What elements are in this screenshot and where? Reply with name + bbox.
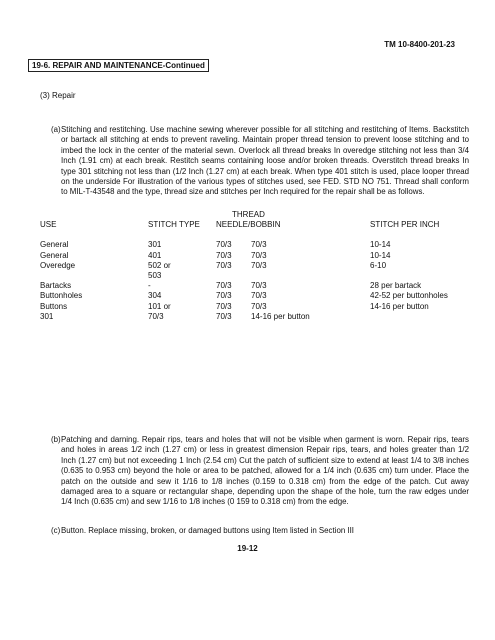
paragraph-patching <box>51 435 469 508</box>
table-cell-bobbin: 70/3 <box>251 281 267 291</box>
table-cell-needle: 70/3 <box>216 311 232 321</box>
col-header-stitch-per-inch: STITCH PER INCH <box>370 220 440 230</box>
table-cell-spi: 14-16 per button <box>370 301 429 311</box>
table-cell-spi: 28 per bartack <box>370 281 422 291</box>
table-cell-use: General <box>40 240 69 250</box>
paragraph-button <box>51 526 469 536</box>
paragraph-label: (c) <box>51 526 61 535</box>
page-number: 19-12 <box>237 544 258 553</box>
document-id: TM 10-8400-201-23 <box>384 40 455 49</box>
table-cell-use: 301 <box>40 311 54 321</box>
table-cell-use: Bartacks <box>40 281 72 291</box>
table-row <box>40 291 470 301</box>
table-cell-type: 503 <box>148 270 162 280</box>
repair-heading: (3) Repair <box>40 91 76 100</box>
table-cell-type: 101 or <box>148 301 171 311</box>
table-body <box>40 240 470 322</box>
table-cell-spi: 42-52 per buttonholes <box>370 291 448 301</box>
table-cell-use: Buttons <box>40 301 68 311</box>
table-cell-spi: 6-10 <box>370 260 387 270</box>
table-cell-type: 502 or <box>148 260 171 270</box>
thread-header: THREAD <box>232 210 265 219</box>
table-cell-needle: 70/3 <box>216 240 232 250</box>
table-cell-use: Buttonholes <box>40 291 83 301</box>
table-cell-bobbin: 70/3 <box>251 301 267 311</box>
table-row <box>40 240 470 250</box>
table-row <box>40 281 470 291</box>
table-cell-bobbin: 14-16 per button <box>251 311 310 321</box>
section-title: 19-6. REPAIR AND MAINTENANCE-Continued <box>28 59 209 72</box>
table-cell-bobbin: 70/3 <box>251 260 267 270</box>
table-cell-type: 70/3 <box>148 311 164 321</box>
table-cell-use: Overedge <box>40 260 76 270</box>
table-cell-use: General <box>40 250 69 260</box>
table-cell-needle: 70/3 <box>216 301 232 311</box>
paragraph-label: (b) <box>51 435 61 444</box>
table-cell-type: 304 <box>148 291 162 301</box>
table-header-row-2 <box>40 220 470 230</box>
paragraph-text: Patching and darning. Repair rips, tears and holes that will not be visible when garment is worn. Repair rips, tears and holes in areas 1/2 inch (1.27 cm) or less in greatest dimension Repair rips, tears, and holes greater than 1/2 Inch (1.27 cm) but not exceeding 1 Inch (2.54 cm) Cut the patch of sufficient size to extend at least 1/4 to 3/8 inches (0.635 to 0.953 cm) beyond the hole or area to be patched, allowed for a 1/4 inch (0.635 cm) turn under. Place the patch on the outside and sew it 1/16 to 1/8 inches (0.159 to 0.318 cm) from the edge of the patch. Cut away damaged area to a square or rectangular shape, depending upon the shape of the hole, turn the raw edges under 1/4 Inch (0.635 cm) and sew 1/16 to 1/8 inches (0 159 to 0.318 cm) from the edge. <box>61 435 469 507</box>
table-cell-spi: 10-14 <box>370 240 391 250</box>
table-cell-type: 301 <box>148 240 162 250</box>
table-cell-bobbin: 70/3 <box>251 250 267 260</box>
table-cell-spi: 10-14 <box>370 250 391 260</box>
col-header-use: USE <box>40 220 57 230</box>
thread-table <box>40 210 470 322</box>
table-row <box>40 312 470 322</box>
table-cell-needle: 70/3 <box>216 291 232 301</box>
table-row <box>40 261 470 271</box>
paragraph-stitching <box>51 125 469 198</box>
table-header-row-1 <box>40 210 470 220</box>
table-cell-needle: 70/3 <box>216 260 232 270</box>
table-cell-bobbin: 70/3 <box>251 240 267 250</box>
table-cell-type: - <box>148 281 151 291</box>
col-header-stitch-type: STITCH TYPE <box>148 220 200 230</box>
table-cell-needle: 70/3 <box>216 250 232 260</box>
table-row <box>40 251 470 261</box>
table-row <box>40 271 470 281</box>
paragraph-text: Button. Replace missing, broken, or damaged buttons using Item listed in Section III <box>61 526 354 535</box>
table-cell-type: 401 <box>148 250 162 260</box>
table-cell-bobbin: 70/3 <box>251 291 267 301</box>
table-cell-needle: 70/3 <box>216 281 232 291</box>
paragraph-text: Stitching and restitching. Use machine sewing wherever possible for all stitching and restitching of Items. Backstitch or bartack all stitching at ends to prevent raveling. Maintain proper thread tension to prevent loose stitching and to imbed the lock in the center of the material sewn. Overlock all thread breaks In overedge stitching not less than 3/4 Inch (1.91 cm) at each break. Restitch seams containing loose and/or broken threads. Overstitch thread breaks In type 301 stitching not less than (1/2 Inch (1.27 cm) at each break. When type 401 stitch is used, place looper thread on the underside For illustration of the various types of stitches used, see FED. STD NO 751. Thread shall conform to MIL-T-43548 and the type, thread size and stitches per Inch required for the repair shall be as follows. <box>61 125 469 197</box>
col-header-needle-bobbin: NEEDLE/BOBBIN <box>216 220 281 230</box>
paragraph-label: (a) <box>51 125 61 134</box>
table-row <box>40 302 470 312</box>
